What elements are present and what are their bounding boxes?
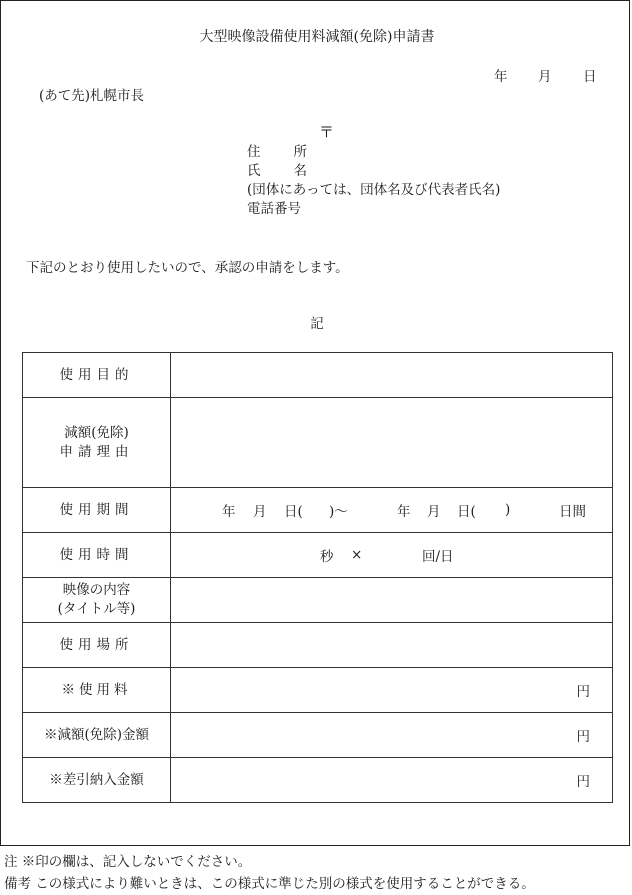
- applicant-name: 氏 名: [247, 163, 307, 179]
- applicant-org-note: (団体にあっては、団体名及び代表者氏名): [247, 182, 501, 198]
- row-fee: [23, 668, 613, 713]
- row-purpose: [23, 353, 613, 398]
- application-statement: 下記のとおり使用したいので、承認の申請をします。: [26, 260, 349, 276]
- label-place: 使用場所: [23, 623, 171, 668]
- field-period[interactable]: 年 月 日( )〜 年 月 日( ) 日間: [171, 488, 613, 533]
- field-fee: 円: [171, 668, 613, 713]
- row-time: [23, 533, 613, 578]
- document-title: 大型映像設備使用料減額(免除)申請書: [199, 29, 435, 45]
- addressee: (あて先)札幌市長: [39, 88, 145, 104]
- ki-heading: 記: [310, 316, 324, 332]
- date-month: 月: [538, 69, 552, 85]
- label-net-amount: ※差引納入金額: [23, 758, 171, 803]
- notes: [4, 851, 535, 895]
- field-time[interactable]: 秒 × 回/日: [171, 533, 613, 578]
- label-reduction-reason: 減額(免除) 申請理由: [23, 398, 171, 488]
- field-reduction-reason[interactable]: [171, 398, 613, 488]
- applicant-phone: 電話番号: [247, 201, 301, 217]
- label-period: 使用期間: [23, 488, 171, 533]
- row-net-amount: [23, 758, 613, 803]
- applicant-address: 住 所: [247, 144, 307, 160]
- date-day: 日: [583, 69, 597, 85]
- field-purpose[interactable]: [171, 353, 613, 398]
- row-period: [23, 488, 613, 533]
- label-purpose: 使用目的: [23, 353, 171, 398]
- field-net-amount: 円: [171, 758, 613, 803]
- note-line: 注 ※印の欄は、記入しないでください。: [4, 854, 252, 870]
- label-reduction-amount: ※減額(免除)金額: [23, 713, 171, 758]
- postal-mark: 〒: [319, 123, 335, 141]
- label-time: 使用時間: [23, 533, 171, 578]
- row-place: [23, 623, 613, 668]
- application-table: [22, 352, 613, 803]
- label-fee: ※使用料: [23, 668, 171, 713]
- field-reduction-amount: 円: [171, 713, 613, 758]
- field-place[interactable]: [171, 623, 613, 668]
- row-content: [23, 578, 613, 623]
- date-year: 年: [494, 69, 508, 85]
- row-reduction-reason: [23, 398, 613, 488]
- row-reduction-amount: [23, 713, 613, 758]
- remark-line: 備考 この様式により難いときは、この様式に準じた別の様式を使用することができる。: [4, 876, 535, 892]
- label-content: 映像の内容 (タイトル等): [23, 578, 171, 623]
- field-content[interactable]: [171, 578, 613, 623]
